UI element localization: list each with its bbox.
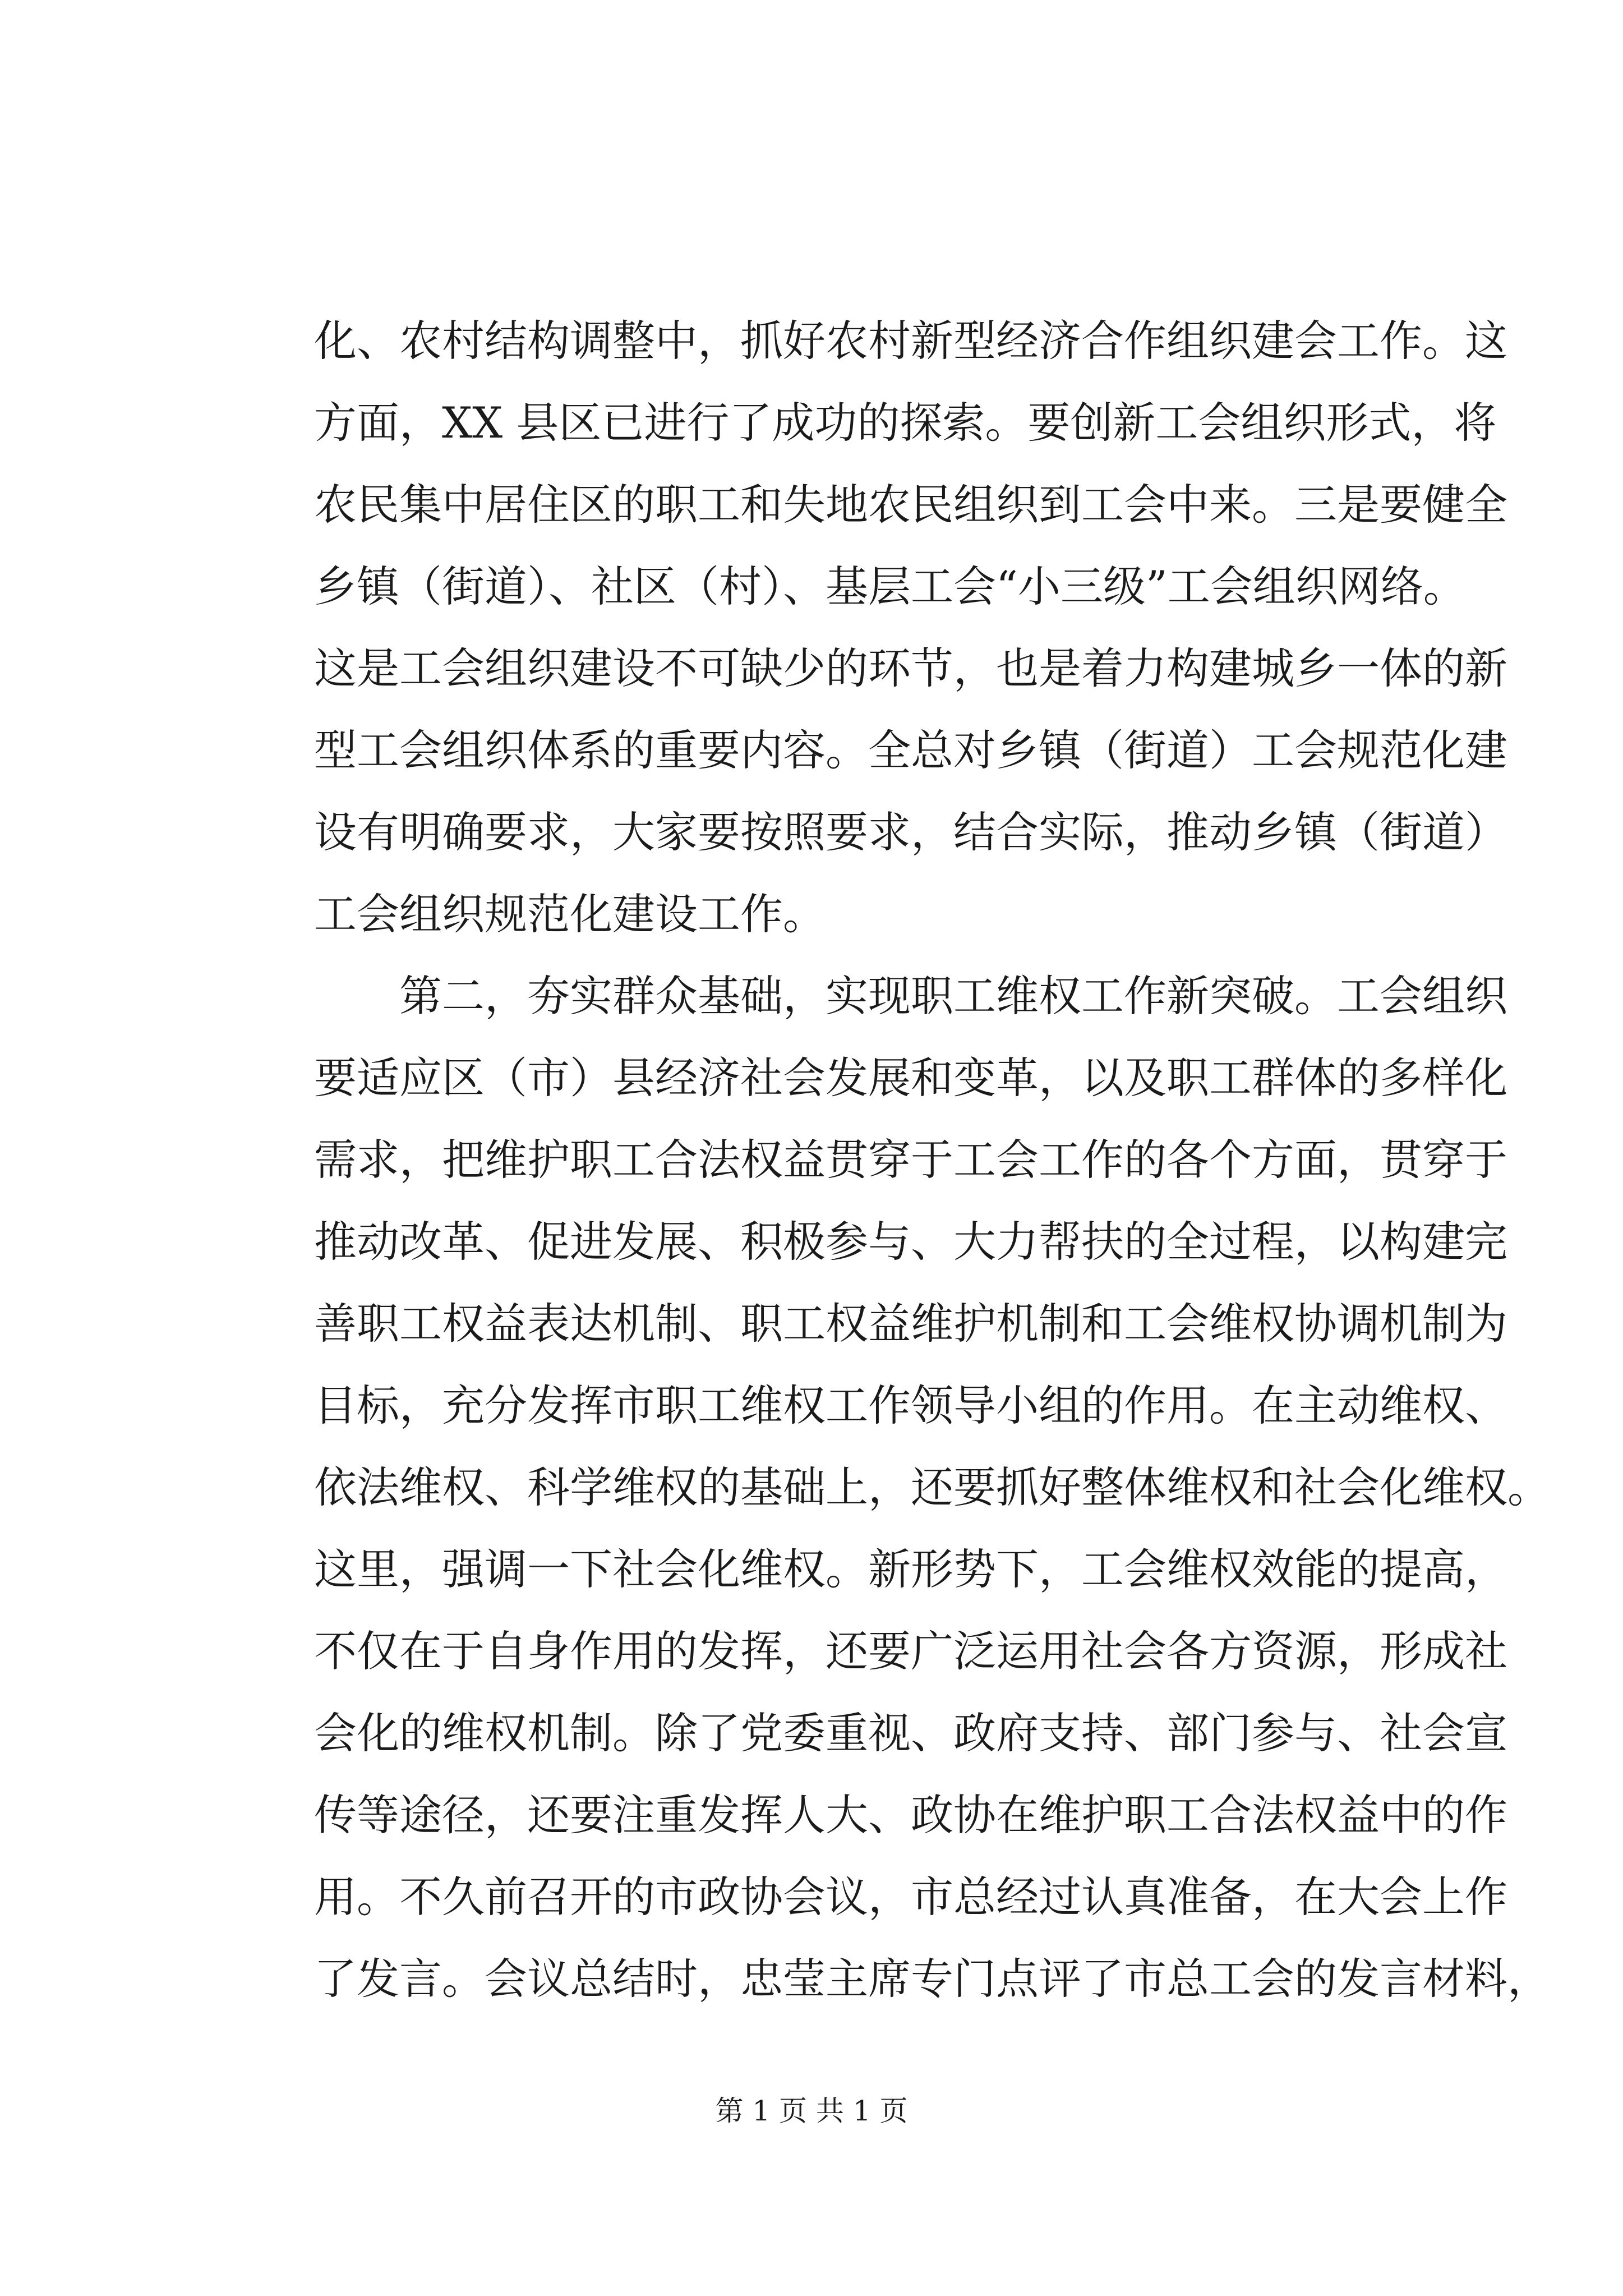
text-line: 型工会组织体系的重要内容。全总对乡镇（街道）工会规范化建 [314,725,1507,775]
body-text [314,300,1550,2020]
text-line: 依法维权、科学维权的基础上，还要抓好整体维权和社会化维权。 [314,1462,1550,1512]
text-line: 这是工会组织建设不可缺少的环节，也是着力构建城乡一体的新 [314,643,1507,693]
text-line: 农民集中居住区的职工和失地农民组织到工会中来。三是要健全 [314,480,1507,530]
text-line: 善职工权益表达机制、职工权益维护机制和工会维权协调机制为 [314,1299,1507,1349]
paragraph-start-line: 第二，夯实群众基础，实现职工维权工作新突破。工会组织 [399,971,1507,1021]
text-line: 会化的维权机制。除了党委重视、政府支持、部门参与、社会宣 [314,1708,1507,1758]
page-number-footer: 第 1 页 共 1 页 [715,2095,908,2127]
text-line: 要适应区（市）县经济社会发展和变革，以及职工群体的多样化 [314,1053,1507,1103]
text-line: 传等途径，还要注重发挥人大、政协在维护职工合法权益中的作 [314,1790,1507,1840]
text-line: 这里，强调一下社会化维权。新形势下，工会维权效能的提高， [314,1544,1507,1594]
text-line: 需求，把维护职工合法权益贯穿于工会工作的各个方面，贯穿于 [314,1135,1507,1185]
text-line: 工会组织规范化建设工作。 [314,889,826,939]
text-line: 方面，XX 县区已进行了成功的探索。要创新工会组织形式，将 [314,398,1497,448]
text-line: 化、农村结构调整中，抓好农村新型经济合作组织建会工作。这 [314,316,1507,366]
text-line: 设有明确要求，大家要按照要求，结合实际，推动乡镇（街道） [314,807,1507,857]
text-line: 用。不久前召开的市政协会议，市总经过认真准备，在大会上作 [314,1872,1507,1922]
text-line: 目标，充分发挥市职工维权工作领导小组的作用。在主动维权、 [314,1381,1507,1430]
text-line: 不仅在于自身作用的发挥，还要广泛运用社会各方资源，形成社 [314,1626,1507,1676]
text-line: 推动改革、促进发展、积极参与、大力帮扶的全过程，以构建完 [314,1217,1507,1267]
text-line: 了发言。会议总结时，忠莹主席专门点评了市总工会的发言材料， [314,1954,1550,2004]
text-line: 乡镇（街道）、社区（村）、基层工会“小三级”工会组织网络。 [314,562,1466,611]
